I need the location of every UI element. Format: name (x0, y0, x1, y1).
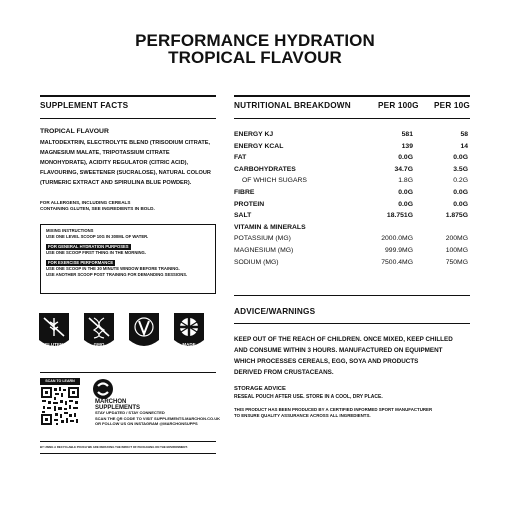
nutrient-per-10g: 200MG (445, 235, 468, 243)
nutrition-row (234, 152, 470, 163)
general-hydration-text: USE ONE SCOOP FIRST THING IN THE MORNING. (46, 250, 146, 255)
certification-line: TO ENSURE QUALITY ASSURANCE ACROSS ALL INGREDIENTS. (234, 413, 371, 418)
nutrient-per-10g: 0.0G (453, 200, 468, 208)
nutrition-row (234, 175, 470, 186)
advice-heading: ADVICE/WARNINGS (234, 307, 316, 316)
nutrition-row (234, 257, 470, 268)
nutrient-name: OF WHICH SUGARS (242, 177, 307, 185)
nutrient-name: VITAMIN & MINERALS (234, 223, 306, 231)
nutrient-per-100g: 0.0G (398, 189, 413, 196)
nutrient-name: SALT (234, 212, 252, 220)
nutrient-name: FIBRE (234, 189, 255, 196)
instructions-box (40, 224, 216, 294)
nutrient-name: POTASSIUM (MG) (234, 235, 291, 243)
title-line-1: PERFORMANCE HYDRATION (135, 31, 375, 50)
divider (40, 441, 216, 442)
nutrition-row (234, 187, 470, 198)
contact-line: SCAN THE QR CODE TO VISIT SUPPLEMENTS.MARCHON.CO.UK (95, 415, 221, 421)
nutrition-row (234, 141, 470, 152)
nutrient-name: SODIUM (MG) (234, 258, 279, 266)
divider (40, 95, 216, 97)
allergen-line: FOR ALLERGENS, INCLUDING CEREALS (40, 200, 131, 205)
nutrient-per-100g: 0.0G (398, 154, 413, 162)
ingredient-line: MONOHYDRATE), ACIDITY REGULATOR (CITRIC ACID), (40, 160, 189, 166)
nutrient-name: ENERGY KCAL (234, 142, 284, 150)
qr-caption: SCAN TO LEARN (40, 378, 80, 385)
nutrition-row (234, 199, 470, 210)
nutrient-per-100g: 999.9MG (385, 247, 413, 254)
ingredients-list (40, 138, 220, 188)
mixing-text: USE ONE LEVEL SCOOP 10G IN 300ML OF WATER. (46, 234, 149, 239)
contact-line: OR FOLLOW US ON INSTAGRAM @MARCHONSUPPS (95, 421, 198, 426)
nutrient-per-10g: 1.875G (445, 212, 468, 220)
warning-line: AND CONSUME WITHIN 3 HOURS. MANUFACTURED ON EQUIPMENT (234, 347, 443, 354)
ingredient-line: (TURMERIC EXTRACT AND SPIRULINA BLUE POWDER). (40, 180, 192, 186)
nutrient-per-100g: 7500.4MG (381, 258, 413, 266)
nutrient-name: MAGNESIUM (MG) (234, 247, 294, 254)
divider (234, 95, 470, 97)
advice-warning (234, 334, 474, 378)
brand-name-line-1: MARCHON (95, 399, 127, 405)
divider (40, 453, 216, 454)
qr-code-icon[interactable] (40, 386, 80, 426)
allergen-line: CONTAINING GLUTEN, SEE INGREDIENTS IN BOLD. (40, 206, 155, 211)
nutrient-per-100g: 0.0G (398, 200, 413, 208)
certification-line: THIS PRODUCT HAS BEEN PRODUCED BY A CERTIFIED INFORMED SPORT MANUFACTURER (234, 407, 433, 412)
nutrient-name: FAT (234, 154, 247, 162)
mixing-heading: MIXING INSTRUCTIONS (46, 228, 94, 233)
ingredient-line: FLAVOURING, SWEETENER (SUCRALOSE), NATURAL COLOUR (40, 170, 211, 176)
flavour-label: TROPICAL FLAVOUR (40, 128, 109, 135)
nutrient-per-10g: 3.5G (453, 165, 468, 173)
nutrition-col-100g: PER 100G (378, 101, 419, 110)
exercise-text: USE ANOTHER SCOOP POST TRAINING FOR DEMANDING SESSIONS. (46, 272, 188, 277)
divider (234, 295, 470, 296)
nutrient-per-10g: 100MG (445, 247, 468, 254)
nutrient-per-10g: 0.0G (453, 189, 468, 196)
general-hydration-label: FOR GENERAL HYDRATION PURPOSES (48, 244, 129, 249)
nutrition-col-10g: PER 10G (434, 101, 470, 110)
nutrition-row (234, 233, 470, 244)
nutrition-row (234, 210, 470, 221)
badges-row (36, 310, 216, 360)
nutrition-heading: NUTRITIONAL BREAKDOWN (234, 101, 351, 110)
storage-text: RESEAL POUCH AFTER USE. STORE IN A COOL, DRY PLACE. (234, 394, 383, 400)
brand-contact (95, 410, 220, 427)
title-line-2: TROPICAL FLAVOUR (168, 48, 342, 67)
nutrient-name: CARBOHYDRATES (234, 165, 296, 173)
ingredient-line: MALTODEXTRIN, ELECTROLYTE BLEND (TRISODIUM CITRATE, (40, 140, 211, 146)
divider (40, 372, 216, 373)
nutrient-name: ENERGY KJ (234, 131, 274, 138)
vegan-icon (129, 313, 159, 346)
nutrient-per-100g: 581 (401, 131, 413, 138)
recyclable-note: BY USING A RECYCLABLE POUCH WE ARE REDUCING THE IMPACT OF PACKAGING ON THE ENVIRONMENT. (40, 445, 188, 449)
brand-name-line-2: SUPPLEMENTS (95, 405, 141, 411)
supplement-facts-heading: SUPPLEMENT FACTS (40, 101, 129, 110)
allergen-note (40, 200, 155, 212)
badge-label: GLUTEN FREE (44, 342, 64, 352)
nutrition-row (234, 245, 470, 256)
divider (234, 118, 470, 119)
nutrient-per-10g: 14 (460, 142, 468, 150)
nutrient-per-10g: 750MG (445, 258, 468, 266)
warning-line: KEEP OUT OF THE REACH OF CHILDREN. ONCE MIXED, KEEP CHILLED (234, 336, 453, 343)
certification-note (234, 407, 432, 419)
warning-line: WHICH PROCESSES CEREALS, EGG, SOYA AND PRODUCTS (234, 358, 419, 365)
nutrient-per-100g: 2000.0MG (381, 235, 413, 243)
storage-heading: STORAGE ADVICE (234, 386, 286, 392)
divider (40, 118, 216, 119)
nutrition-row (234, 222, 470, 233)
warning-line: DERIVED FROM CRUSTACEANS. (234, 369, 334, 376)
exercise-text: USE ONE SCOOP IN THE 30 MINUTE WINDOW BEFORE TRAINING. (46, 266, 180, 271)
exercise-performance-label: FOR EXERCISE PERFORMANCE (48, 260, 114, 265)
nutrition-row (234, 164, 470, 175)
badge-label: MADE IN UK (182, 342, 196, 352)
nutrient-per-100g: 34.7G (394, 165, 413, 173)
divider (234, 323, 470, 324)
ingredient-line: MAGNESIUM MALATE, TRIPOTASSIUM CITRATE (40, 150, 170, 156)
nutrition-row (234, 129, 470, 140)
nutrient-per-100g: 18.751G (386, 212, 413, 220)
nutrient-per-100g: 1.8G (398, 177, 413, 185)
nutrient-per-100g: 139 (401, 142, 413, 150)
nutrient-per-10g: 0.2G (453, 177, 468, 185)
nutrient-per-10g: 0.0G (453, 154, 468, 162)
nutrient-per-10g: 58 (460, 131, 468, 138)
contact-line: STAY UPDATED / STAY CONNECTED (95, 410, 165, 415)
badge-label: GMO FREE (92, 342, 105, 352)
nutrient-name: PROTEIN (234, 200, 265, 208)
